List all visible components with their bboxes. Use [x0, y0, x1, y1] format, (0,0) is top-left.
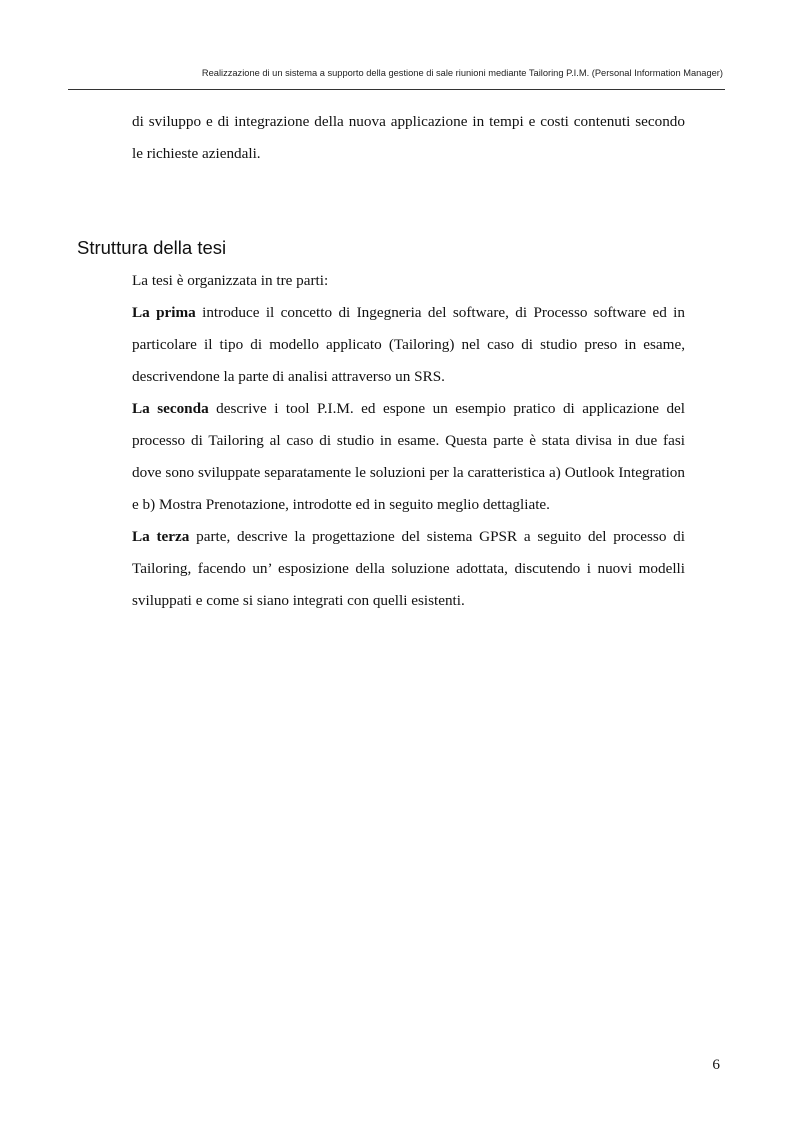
intro-paragraph [132, 106, 685, 170]
part-lead-third: La terza [132, 528, 190, 545]
section-heading: Struttura della tesi [77, 237, 227, 258]
part-lead-second: La seconda [132, 400, 209, 417]
part-lead-first: La prima [132, 304, 196, 321]
part-text-second: descrive i tool P.I.M. ed espone un esempio pratico di applicazione del processo di Tailoring al caso di studio in esame. Questa parte è stata divisa in due fasi dove sono sviluppate separatamente le soluzioni per la caratteristica a) Outlook Integration e b) Mostra Prenotazione, introdotte ed in seguito meglio dettagliate. [132, 400, 685, 513]
running-header: Realizzazione di un sistema a supporto della gestione di sale riunioni mediante Tailoring P.I.M. (Personal Information Manager) [201, 68, 723, 78]
header-rule [68, 89, 725, 90]
page-number: 6 [712, 1056, 720, 1073]
section-body [132, 265, 685, 617]
intro-text: di sviluppo e di integrazione della nuova applicazione in tempi e costi contenuti secondo le richieste aziendali. [132, 113, 685, 162]
section-intro-line: La tesi è organizzata in tre parti: [132, 272, 329, 289]
part-paragraph-first [132, 297, 685, 393]
part-text-first: introduce il concetto di Ingegneria del software, di Processo software ed in particolare il tipo di modello applicato (Tailoring) nel caso di studio preso in esame, descrivendone la parte di analisi attraverso un SRS. [132, 304, 685, 385]
part-paragraph-second [132, 393, 685, 521]
part-text-third: parte, descrive la progettazione del sistema GPSR a seguito del processo di Tailoring, facendo un’ esposizione della soluzione adottata, discutendo i nuovi modelli sviluppati e come si siano integrati con quelli esistenti. [132, 528, 685, 609]
part-paragraph-third [132, 521, 685, 617]
